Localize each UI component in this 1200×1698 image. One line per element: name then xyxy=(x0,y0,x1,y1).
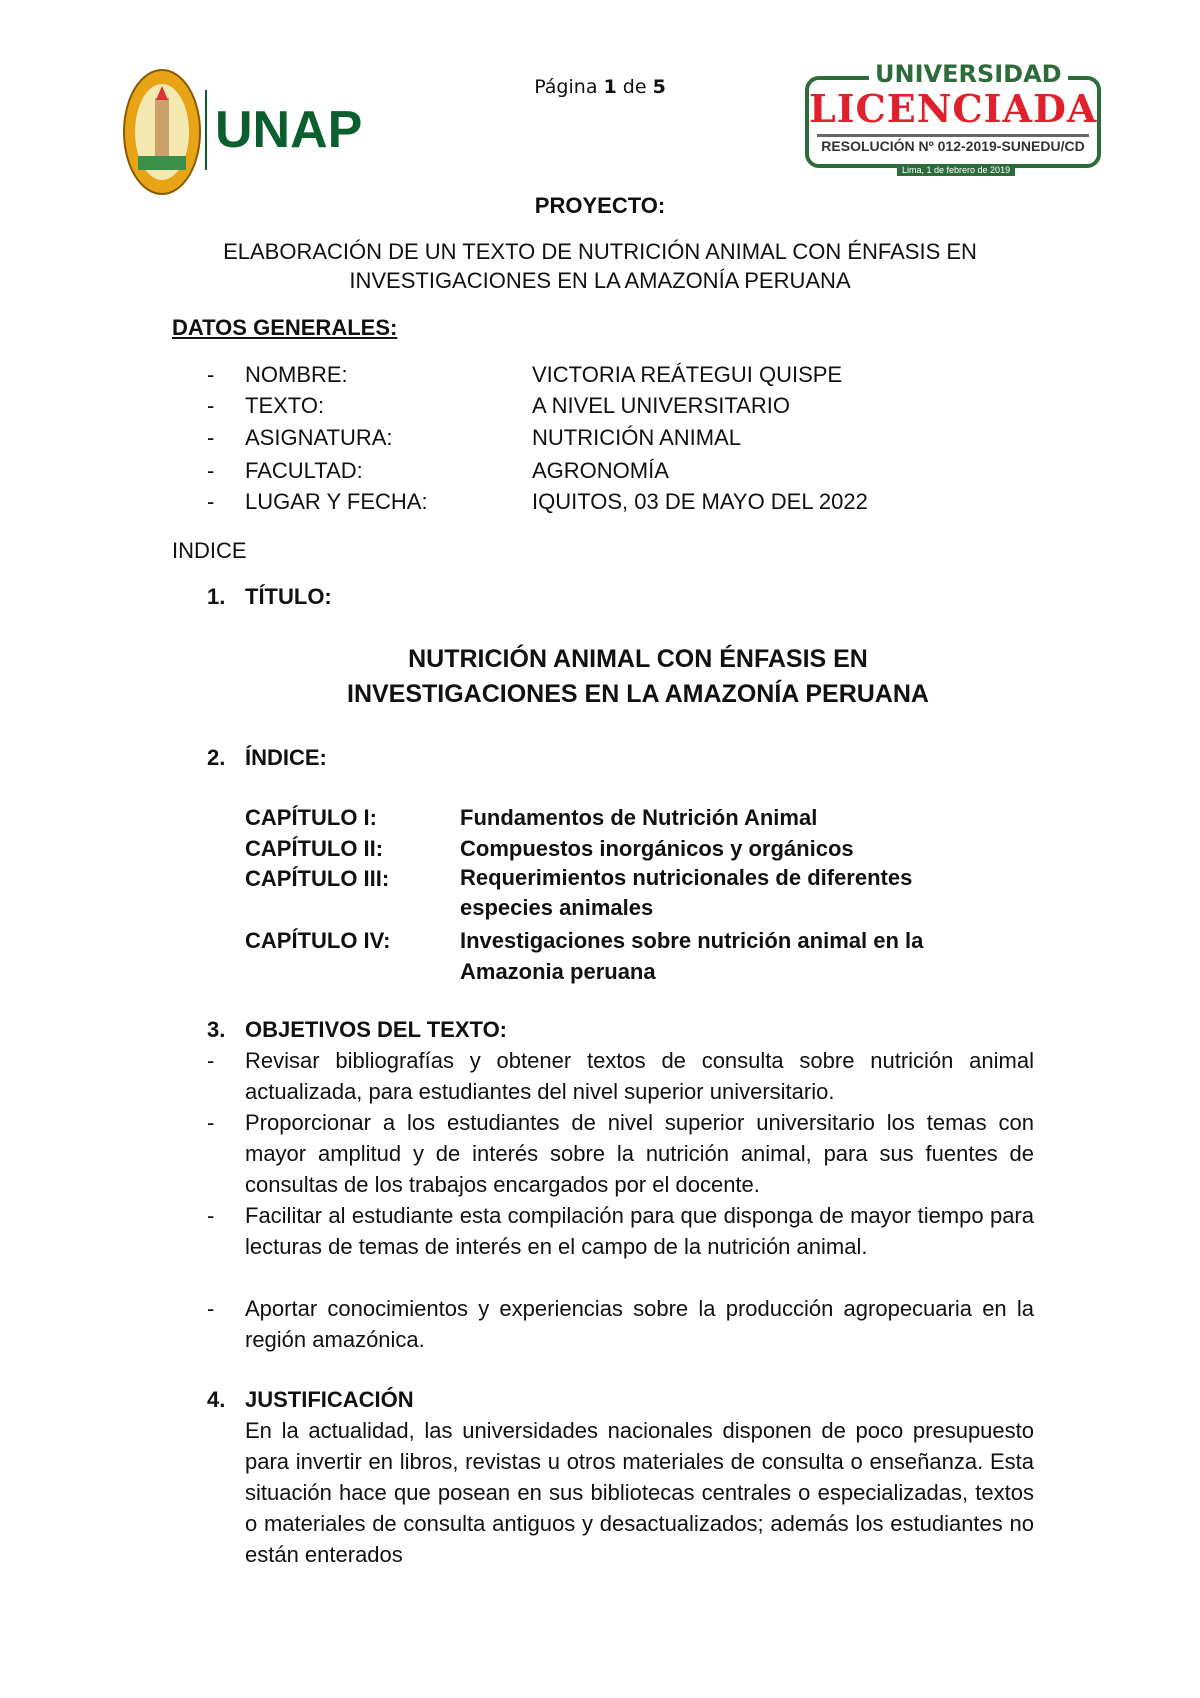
field-value: VICTORIA REÁTEGUI QUISPE xyxy=(532,362,843,387)
section-title: OBJETIVOS DEL TEXTO: xyxy=(245,1017,508,1042)
dash: - xyxy=(207,489,215,514)
page-indicator: Página 1 de 5 xyxy=(534,76,666,98)
main-title-line: INVESTIGACIONES EN LA AMAZONÍA PERUANA xyxy=(347,680,929,708)
chapter-label: CAPÍTULO IV: xyxy=(245,928,391,953)
dash: - xyxy=(207,1203,215,1228)
chapter-title: Fundamentos de Nutrición Animal xyxy=(460,805,818,830)
chapter-title: Investigaciones sobre nutrición animal en la Amazonia peruana xyxy=(460,928,924,984)
unap-logo-text: UNAP xyxy=(215,101,363,159)
general-data-heading: DATOS GENERALES: xyxy=(172,315,398,340)
dash: - xyxy=(207,1110,215,1135)
section-number: 2. xyxy=(207,745,226,770)
section-title: JUSTIFICACIÓN xyxy=(245,1387,414,1412)
justification-paragraph: En la actualidad, las universidades nacionales disponen de poco presupuesto para invertir en libros, revistas u otros materiales de consulta o enseñanza. Esta situación hace que posean en sus bibliotecas centrales o especializadas, textos o materiales de consulta antiguos y desactualizados; además los estudiantes no están enterados xyxy=(245,1418,1034,1567)
field-value: A NIVEL UNIVERSITARIO xyxy=(532,393,790,418)
field-value: NUTRICIÓN ANIMAL xyxy=(532,425,742,450)
project-title-line: ELABORACIÓN DE UN TEXTO DE NUTRICIÓN ANIMAL CON ÉNFASIS EN xyxy=(223,239,977,264)
logo-divider xyxy=(205,90,207,170)
objective-item: Aportar conocimientos y experiencias sobre la producción agropecuaria en la región amazónica. xyxy=(245,1296,1034,1352)
dash: - xyxy=(207,1048,215,1073)
chapter-label: CAPÍTULO III: xyxy=(245,866,390,891)
project-label: PROYECTO: xyxy=(534,193,666,218)
main-title-line: NUTRICIÓN ANIMAL CON ÉNFASIS EN xyxy=(408,645,868,673)
dash: - xyxy=(207,393,215,418)
objective-item: Proporcionar a los estudiantes de nivel superior universitario los temas con mayor amplitud y de interés sobre la nutrición animal, para sus fuentes de consultas de los trabajos encargados por el docente. xyxy=(245,1110,1034,1197)
chapter-title: Compuestos inorgánicos y orgánicos xyxy=(460,836,854,861)
dash: - xyxy=(207,425,215,450)
field-label: FACULTAD: xyxy=(245,458,363,483)
objective-item: Facilitar al estudiante esta compilación para que disponga de mayor tiempo para lecturas de temas de interés en el campo de la nutrición animal. xyxy=(245,1203,1034,1259)
section-title: TÍTULO: xyxy=(245,584,332,609)
section-title: ÍNDICE: xyxy=(245,745,327,770)
section-number: 1. xyxy=(207,584,226,609)
dash: - xyxy=(207,362,215,387)
dash: - xyxy=(207,1296,215,1321)
field-value: IQUITOS, 03 DE MAYO DEL 2022 xyxy=(532,489,868,514)
project-title-line: INVESTIGACIONES EN LA AMAZONÍA PERUANA xyxy=(349,268,851,293)
field-label: NOMBRE: xyxy=(245,362,348,387)
field-value: AGRONOMÍA xyxy=(532,458,669,483)
dash: - xyxy=(207,458,215,483)
chapter-title: Requerimientos nutricionales de diferentes especies animales xyxy=(460,865,913,920)
field-label: LUGAR Y FECHA: xyxy=(245,489,428,514)
field-label: ASIGNATURA: xyxy=(245,425,393,450)
licensed-university-badge: UNIVERSIDAD LICENCIADA RESOLUCIÓN Nº 012-2019-SUNEDU/CD Lima, 1 de febrero de 2019 xyxy=(805,76,1101,168)
chapter-label: CAPÍTULO I: xyxy=(245,805,377,830)
index-heading: INDICE xyxy=(172,538,247,563)
section-number: 4. xyxy=(207,1387,226,1412)
field-label: TEXTO: xyxy=(245,393,325,418)
objective-item: Revisar bibliografías y obtener textos de consulta sobre nutrición animal actualizada, para estudiantes del nivel superior universitario. xyxy=(245,1048,1034,1104)
section-number: 3. xyxy=(207,1017,226,1042)
chapter-label: CAPÍTULO II: xyxy=(245,836,384,861)
